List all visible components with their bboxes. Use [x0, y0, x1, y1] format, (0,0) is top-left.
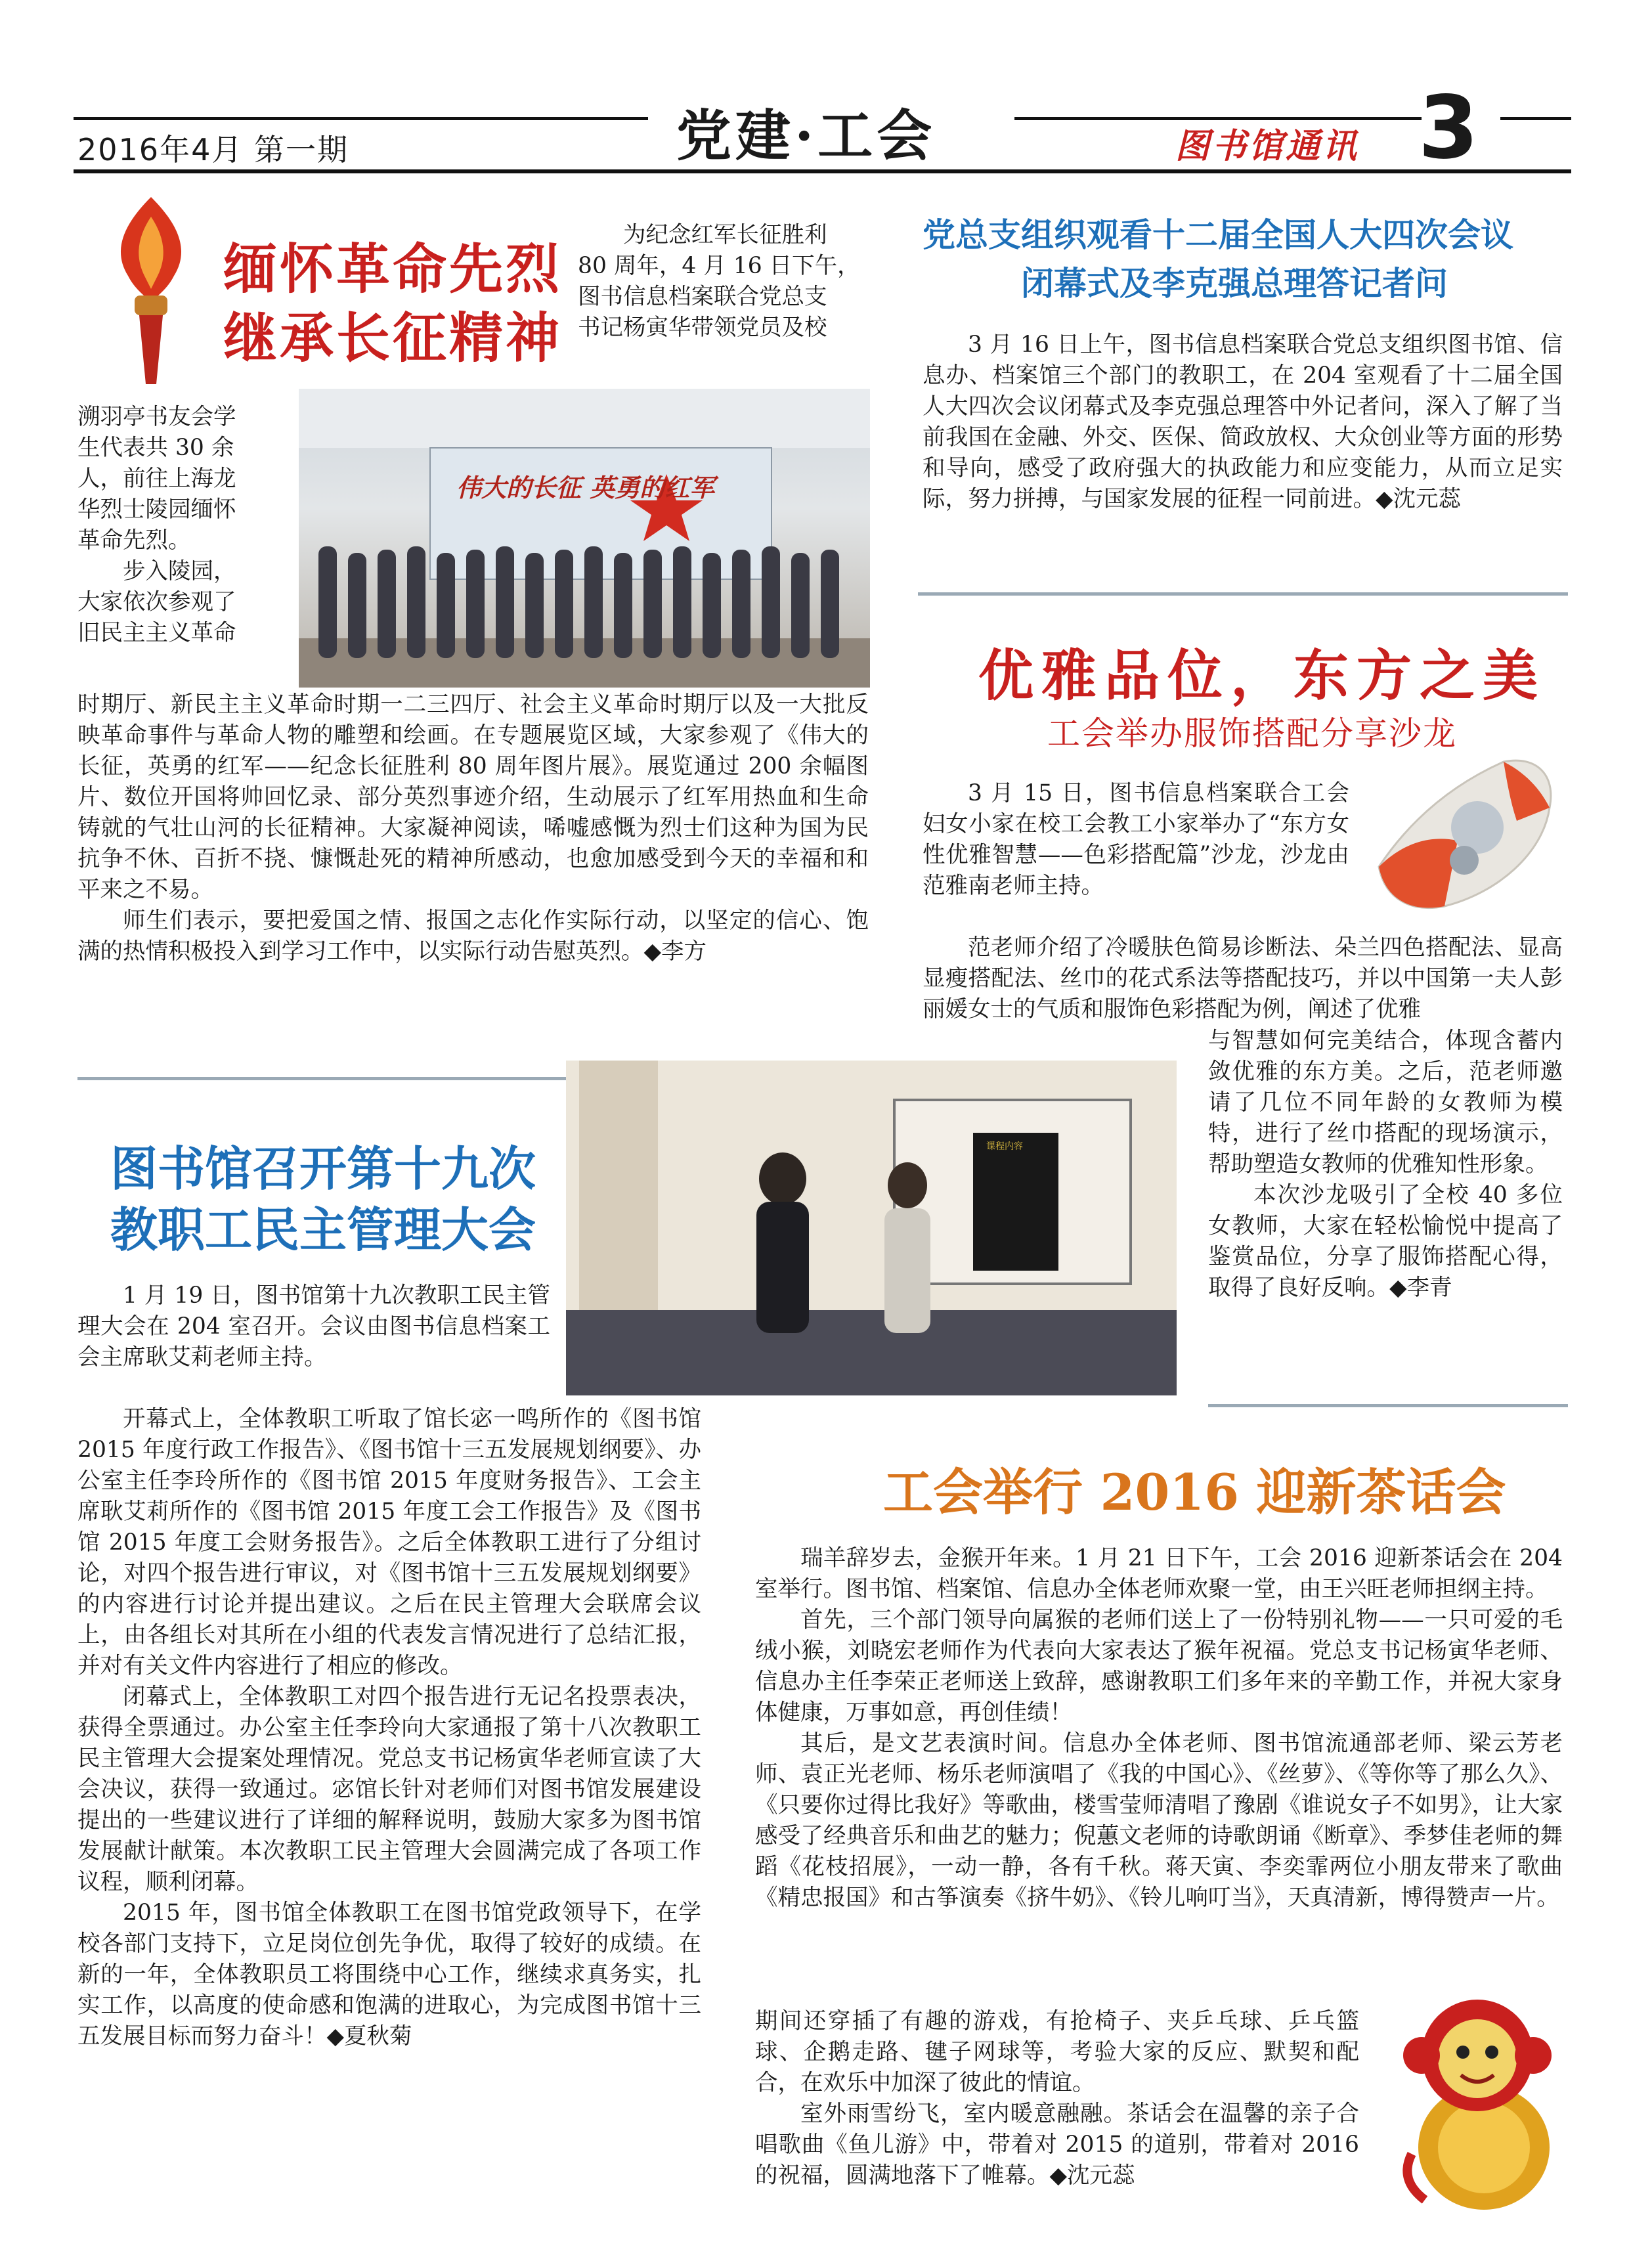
article4-title-line2: 教职工民主管理大会 [110, 1202, 536, 1258]
article5-title: 工会举行 2016 迎新茶话会 [883, 1463, 1506, 1522]
article5-para1: 瑞羊辞岁去，金猴开年来。1 月 21 日下午，工会 2016 迎新茶话会在 204 室举行。图书馆、档案馆、信息办全体老师欢聚一堂，由王兴旺老师担纲主持。 [755, 1545, 1563, 1602]
article1-body [77, 690, 869, 967]
article3-body-narrow [1208, 1026, 1563, 1304]
article5-body [755, 1543, 1563, 1914]
article1-side-line: 步入陵园， [77, 558, 236, 584]
article1-side-line: 革命先烈。 [77, 527, 191, 554]
article1-title-line1: 缅怀革命先烈 [223, 238, 563, 301]
article2-title-line1: 党总支组织观看十二届全国人大四次会议 [923, 215, 1513, 254]
newsletter-brand: 图书馆通讯 [1175, 127, 1360, 166]
article4-body [77, 1404, 701, 2052]
article3-title: 优雅品位，东方之美 [978, 643, 1546, 708]
article4-body-narrow [77, 1281, 550, 1373]
article1-intro-line: 80 周年，4 月 16 日下午， [578, 253, 860, 279]
article1-side-line: 大家依次参观了 [77, 589, 236, 615]
article2-title-line2: 闭幕式及李克强总理答记者问 [1021, 264, 1448, 303]
article5-para4: 室外雨雪纷飞，室内暖意融融。茶话会在温馨的亲子合唱歌曲《鱼儿游》中，带着对 2015 的道别，带着对 2016 的祝福，圆满地落下了帷幕。◆沈元蕊 [755, 2101, 1359, 2189]
article4-para2: 开幕式上，全体教职工听取了馆长宓一鸣所作的《图书馆 2015 年度行政工作报告》、《图书馆十三五发展规划纲要》、办公室主任李玲所作的《图书馆 2015 年度财务报告》、工会主席耿艾莉所作的《图书馆 2015 年度工会工作报告》及《图书馆 2015 年度工会财务报告》。之后全体教职工进行了分组讨论，对四个报告进行审议，对《图书馆十三五发展规划纲要》的内容进行讨论并提出建议。之后在民主管理大会联席会议上，由各组长对其所在小组的代表发言情况进行了总结汇报，并对有关文件内容进行了相应的修改。 [77, 1406, 701, 1679]
article5-para3-tail: 期间还穿插了有趣的游戏，有抢椅子、夹乒乓球、乒乓篮球、企鹅走路、毽子网球等，考验大家的反应、默契和配合，在欢乐中加深了彼此的情谊。 [755, 2008, 1359, 2096]
article4-para3: 闭幕式上，全体教职工对四个报告进行无记名投票表决，获得全票通过。办公室主任李玲向大家通报了第十八次教职工民主管理大会提案处理情况。党总支书记杨寅华老师宣读了大会决议，获得一致通过。宓馆长针对老师们对图书馆发展建设提出的一些建议进行了详细的解释说明，鼓励大家多为图书馆发展献计献策。本次教职工民主管理大会圆满完成了各项工作议程，顺利闭幕。 [77, 1684, 701, 1895]
page-number: 3 [1418, 77, 1479, 179]
divider-right-2 [1208, 1404, 1568, 1407]
article2-body [923, 330, 1563, 515]
article3-body-top [923, 778, 1349, 902]
article1-title-line2: 继承长征精神 [223, 307, 563, 370]
article3-subtitle: 工会举办服饰搭配分享沙龙 [1047, 714, 1457, 753]
article4-para1: 1 月 19 日，图书馆第十九次教职工民主管理大会在 204 室召开。会议由图书信息档案工会主席耿艾莉老师主持。 [77, 1282, 550, 1370]
article1-intro-line: 书记杨寅华带领党员及校 [578, 315, 827, 341]
header-rule-top-left [74, 117, 648, 120]
article1-side-line: 旧民主主义革命 [77, 620, 236, 646]
silk-scarf-image [1366, 749, 1563, 913]
article1-para-last: 师生们表示，要把爱国之情、报国之志化作实际行动，以坚定的信心、饱满的热情积极投入到学习工作中，以实际行动告慰英烈。◆李方 [77, 908, 869, 965]
article1-side-text [77, 402, 281, 649]
article3-para3: 本次沙龙吸引了全校 40 多位女教师，大家在轻松愉悦中提高了鉴赏品位，分享了服饰搭配心得，取得了良好反响。◆李青 [1208, 1182, 1563, 1301]
header-rule-top-far-right [1500, 117, 1571, 120]
article3-body-wide [923, 932, 1563, 1025]
article3-para2-lead: 范老师介绍了冷暖肤色简易诊断法、朵兰四色搭配法、显高显瘦搭配法、丝巾的花式系法等搭配技巧，并以中国第一夫人彭丽媛女士的气质和服饰色彩搭配为例，阐述了优雅 [923, 934, 1563, 1022]
article1-group-photo [299, 389, 870, 688]
article1-side-line: 溯羽亭书友会学 [77, 404, 236, 430]
article1-para-continue: 时期厅、新民主主义革命时期一二三四厅、社会主义革命时期厅以及一大批反映革命事件与革命人物的雕塑和绘画。在专题展览区域，大家参观了《伟大的长征，英勇的红军——纪念长征胜利 80 周年图片展》。展览通过 200 余幅图片、数位开国将帅回忆录、部分英烈事迹介绍，生动展示了红军用热血和生命铸就的气壮山河的长征精神。大家凝神阅读，唏嘘感慨为烈士们这种为国为民抗争不休、百折不挠、慷慨赴死的精神所感动，也愈加感受到今天的幸福和和平来之不易。 [77, 691, 869, 903]
article3-para1: 3 月 15 日，图书信息档案联合工会妇女小家在校工会教工小家举办了“东方女性优雅智慧——色彩搭配篇”沙龙，沙龙由范雅南老师主持。 [923, 780, 1349, 899]
article3-salon-photo [566, 1061, 1177, 1395]
article1-intro-line: 图书信息档案联合党总支 [578, 284, 827, 310]
article3-para2-rest: 与智慧如何完美结合，体现含蓄内敛优雅的东方美。之后，范老师邀请了几位不同年龄的女教师为模特，进行了丝巾搭配的现场演示，帮助塑造女教师的优雅知性形象。 [1208, 1028, 1563, 1177]
issue-date: 2016年4月 第一期 [77, 132, 349, 167]
article1-intro [578, 220, 867, 343]
slide-title: 课程内容 [986, 1141, 1023, 1152]
article2-para: 3 月 16 日上午，图书信息档案联合党总支组织图书馆、信息办、档案馆三个部门的教职工，在 204 室观看了十二届全国人大四次会议闭幕式及李克强总理答中外记者问，深入了解了当前我国在金融、外交、医保、简政放权、大众创业等方面的形势和导向，感受了政府强大的执政能力和应变能力，从而立足实际，努力拼搏，与国家发展的征程一同前进。◆沈元蕊 [923, 332, 1563, 512]
article1-intro-line: 为纪念红军长征胜利 [623, 222, 827, 248]
article5-para2: 首先，三个部门领导向属猴的老师们送上了一份特别礼物——一只可爱的毛绒小猴，刘晓宏老师作为代表向大家表达了猴年祝福。党总支书记杨寅华老师、信息办主任李荣正老师送上致辞，感谢教职工们多年来的辛勤工作，并祝大家身体健康，万事如意，再创佳绩！ [755, 1607, 1563, 1726]
article4-title-line1: 图书馆召开第十九次 [110, 1141, 536, 1196]
article4-para4: 2015 年，图书馆全体教职工在图书馆党政领导下，在学校各部门支持下，立足岗位创先争优，取得了较好的成绩。在新的一年，全体教职员工将围绕中心工作，继续求真务实，扎实工作，以高度的使命感和饱满的进取心，为完成图书馆十三五发展目标而努力奋斗！◆夏秋菊 [77, 1900, 701, 2049]
article5-para3: 其后，是文艺表演时间。信息办全体老师、图书馆流通部老师、梁云芳老师、袁正光老师、杨乐老师演唱了《我的中国心》、《丝萝》、《等你等了那么久》、《只要你过得比我好》等歌曲，楼雪莹师清唱了豫剧《谁说女子不如男》，让大家感受了经典音乐和曲艺的魅力；倪蕙文老师的诗歌朗诵《断章》、季梦佳老师的舞蹈《花枝招展》，一动一静，各有千秋。蒋天寅、李奕霏两位小朋友带来了歌曲《精忠报国》和古筝演奏《挤牛奶》、《铃儿响叮当》，天真清新，博得赞声一片。 [755, 1730, 1563, 1911]
section-title: 党建·工会 [676, 103, 936, 168]
article1-side-line: 生代表共 30 余 [77, 435, 234, 461]
article5-body-narrow [755, 2006, 1359, 2191]
divider-right-1 [918, 592, 1568, 596]
photo-banner-text: 伟大的长征 英勇的红军 [456, 473, 715, 502]
article1-side-line: 人，前往上海龙 [77, 466, 236, 492]
monkey-illustration [1385, 1983, 1569, 2220]
torch-icon [98, 197, 204, 387]
article1-side-line: 华烈士陵园缅怀 [77, 496, 236, 523]
